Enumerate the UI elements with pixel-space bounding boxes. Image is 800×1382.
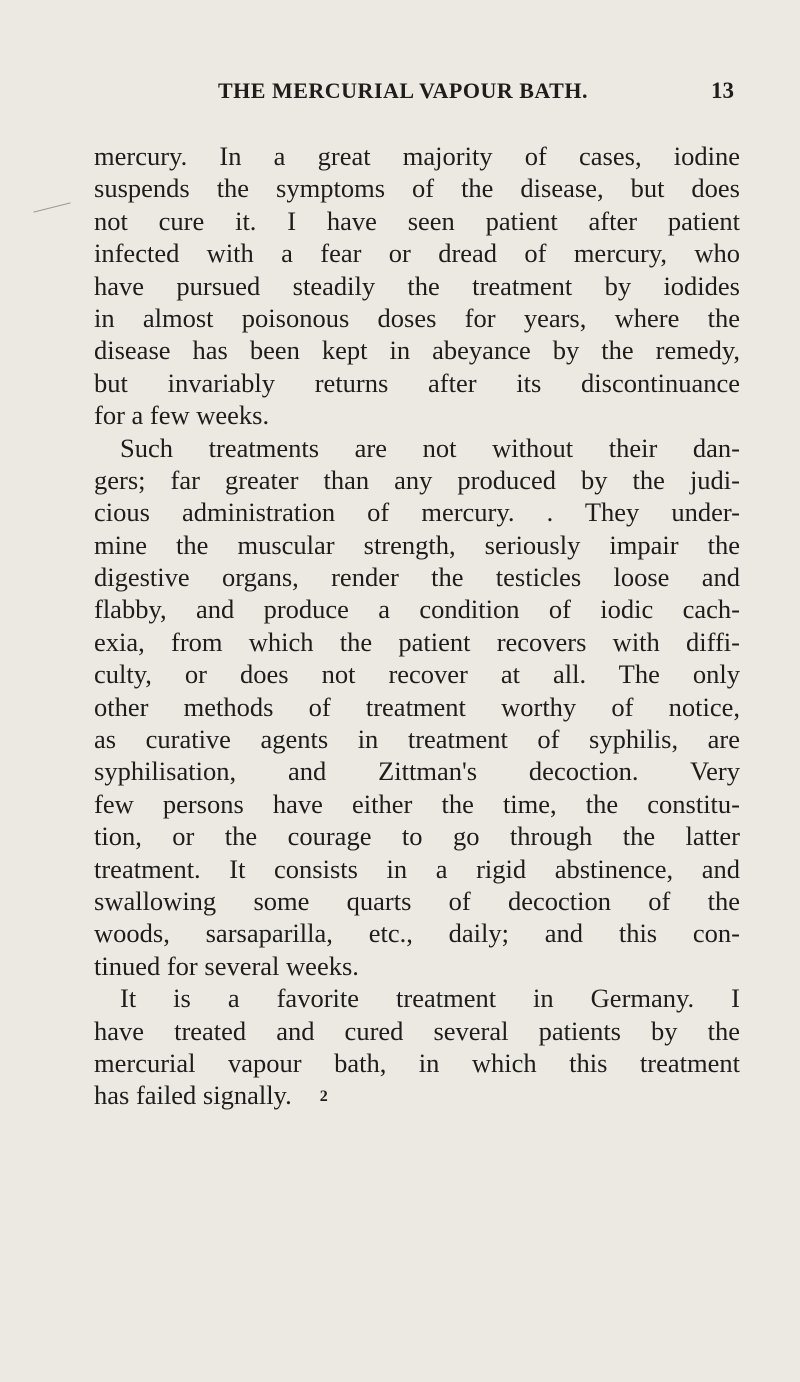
text-line: cious administration of mercury. . They under- (94, 497, 740, 528)
text-line: mercurial vapour bath, in which this treatment (94, 1047, 740, 1078)
text-line: gers; far greater than any produced by the judi- (94, 464, 740, 495)
text-line: have treated and cured several patients by the (94, 1015, 740, 1046)
text-line: digestive organs, render the testicles loose and (94, 562, 740, 593)
signature-mark: 2 (319, 1088, 328, 1106)
page-number: 13 (711, 78, 734, 103)
last-line-text: has failed signally. (94, 1080, 292, 1111)
body-text (94, 140, 740, 1112)
text-line: It is a favorite treatment in Germany. I (120, 983, 740, 1014)
text-line: as curative agents in treatment of syphilis, are (94, 724, 740, 755)
text-line: other methods of treatment worthy of notice, (94, 691, 740, 722)
text-line: infected with a fear or dread of mercury, who (94, 238, 740, 269)
margin-pencil-mark (33, 202, 70, 212)
text-line: exia, from which the patient recovers with diffi- (94, 626, 740, 657)
text-line: Such treatments are not without their dan- (120, 432, 740, 463)
text-line: not cure it. I have seen patient after patient (94, 205, 740, 236)
text-line: mercury. In a great majority of cases, iodine (94, 141, 740, 171)
text-line: for a few weeks. (94, 400, 270, 431)
page-header (94, 78, 740, 108)
text-line: flabby, and produce a condition of iodic cach- (94, 594, 740, 625)
text-line: culty, or does not recover at all. The only (94, 659, 740, 690)
text-line: but invariably returns after its discontinuance (94, 367, 740, 398)
text-line: suspends the symptoms of the disease, but does (94, 173, 740, 204)
text-line: swallowing some quarts of decoction of the (94, 885, 740, 916)
text-line: have pursued steadily the treatment by iodides (94, 270, 740, 301)
text-line: woods, sarsaparilla, etc., daily; and this con- (94, 918, 740, 949)
text-line: disease has been kept in abeyance by the remedy, (94, 335, 740, 366)
text-line: in almost poisonous doses for years, where the (94, 302, 740, 333)
text-line: few persons have either the time, the constitu- (94, 788, 740, 819)
text-line: mine the muscular strength, seriously impair the (94, 529, 740, 560)
text-line: tinued for several weeks. (94, 950, 359, 981)
text-line (94, 1079, 740, 1111)
text-line: syphilisation, and Zittman's decoction. Very (94, 756, 740, 787)
text-line: treatment. It consists in a rigid abstinence, and (94, 853, 740, 884)
running-head: THE MERCURIAL VAPOUR BATH. (218, 78, 588, 103)
text-line: tion, or the courage to go through the latter (94, 821, 740, 852)
